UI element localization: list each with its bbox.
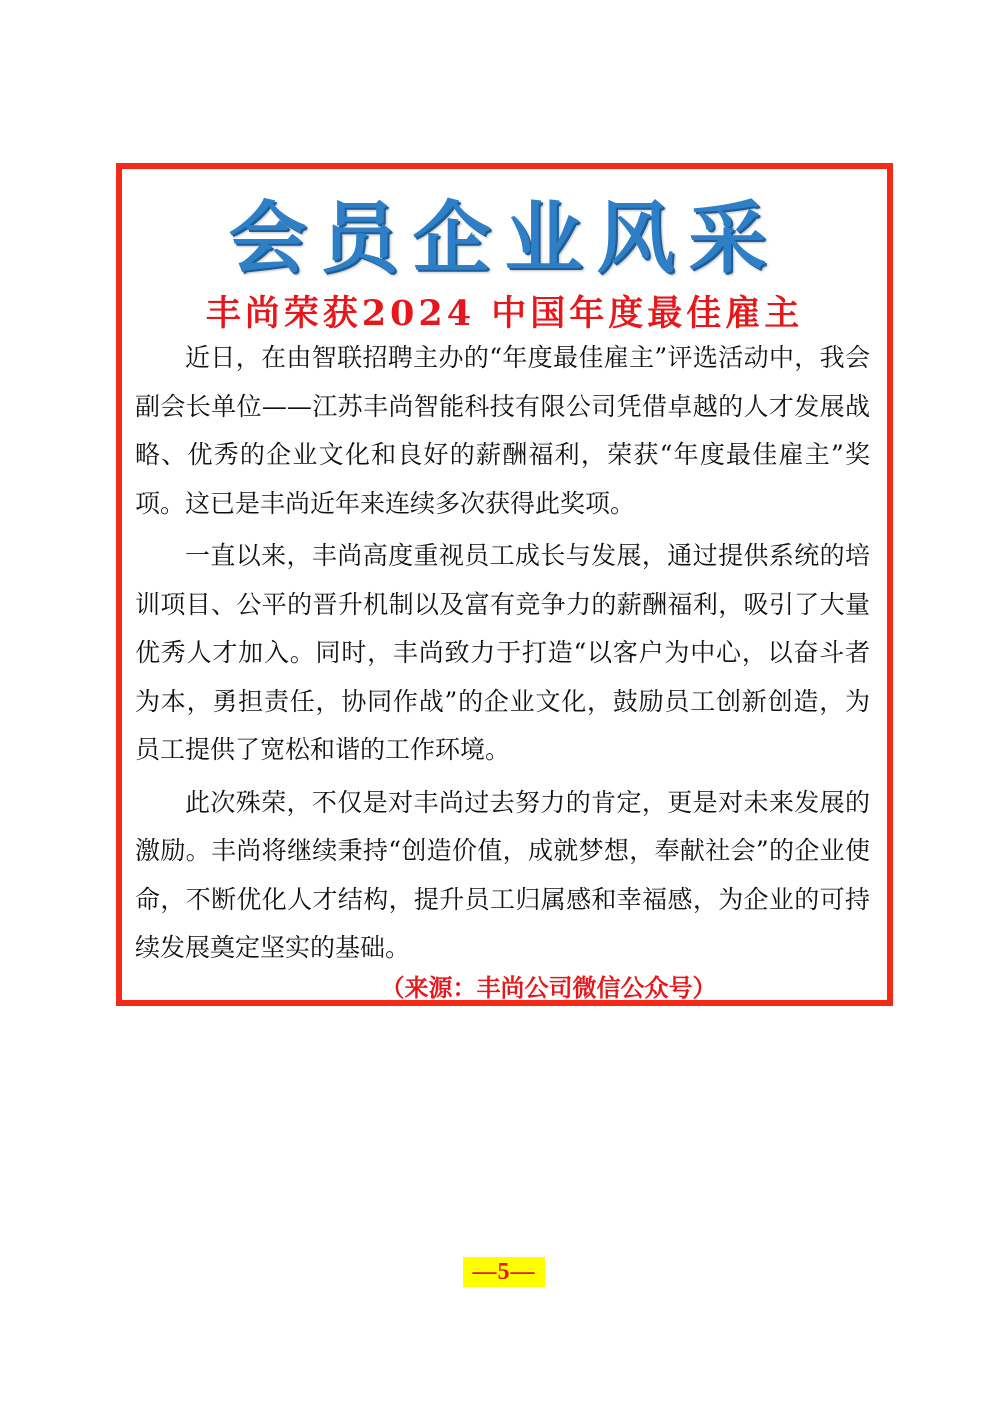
article-body [135, 334, 870, 977]
paragraph-1: 近日，在由智联招聘主办的“年度最佳雇主”评选活动中，我会副会长单位——江苏丰尚智能科技有限公司凭借卓越的人才发展战略、优秀的企业文化和良好的薪酬福利，荣获“年度最佳雇主”奖项。这已是丰尚近年来连续多次获得此奖项。 [135, 343, 870, 518]
section-title: 会员企业风采 [228, 193, 781, 284]
paragraph-3: 此次殊荣，不仅是对丰尚过去努力的肯定，更是对未来发展的激励。丰尚将继续秉持“创造价值，成就梦想，奉献社会”的企业使命，不断优化人才结构，提升员工归属感和幸福感，为企业的可持续发展奠定坚实的基础。 [135, 787, 870, 962]
source-attribution: （来源：丰尚公司微信公众号） [380, 973, 717, 1002]
page-number: —5— [463, 1257, 545, 1287]
article-title: 丰尚荣获2024 中国年度最佳雇主 [205, 293, 804, 334]
paragraph-2: 一直以来，丰尚高度重视员工成长与发展，通过提供系统的培训项目、公平的晋升机制以及富有竞争力的薪酬福利，吸引了大量优秀人才加入。同时，丰尚致力于打造“以客户为中心，以奋斗者为本，勇担责任，协同作战”的企业文化，鼓励员工创新创造，为员工提供了宽松和谐的工作环境。 [135, 541, 870, 764]
